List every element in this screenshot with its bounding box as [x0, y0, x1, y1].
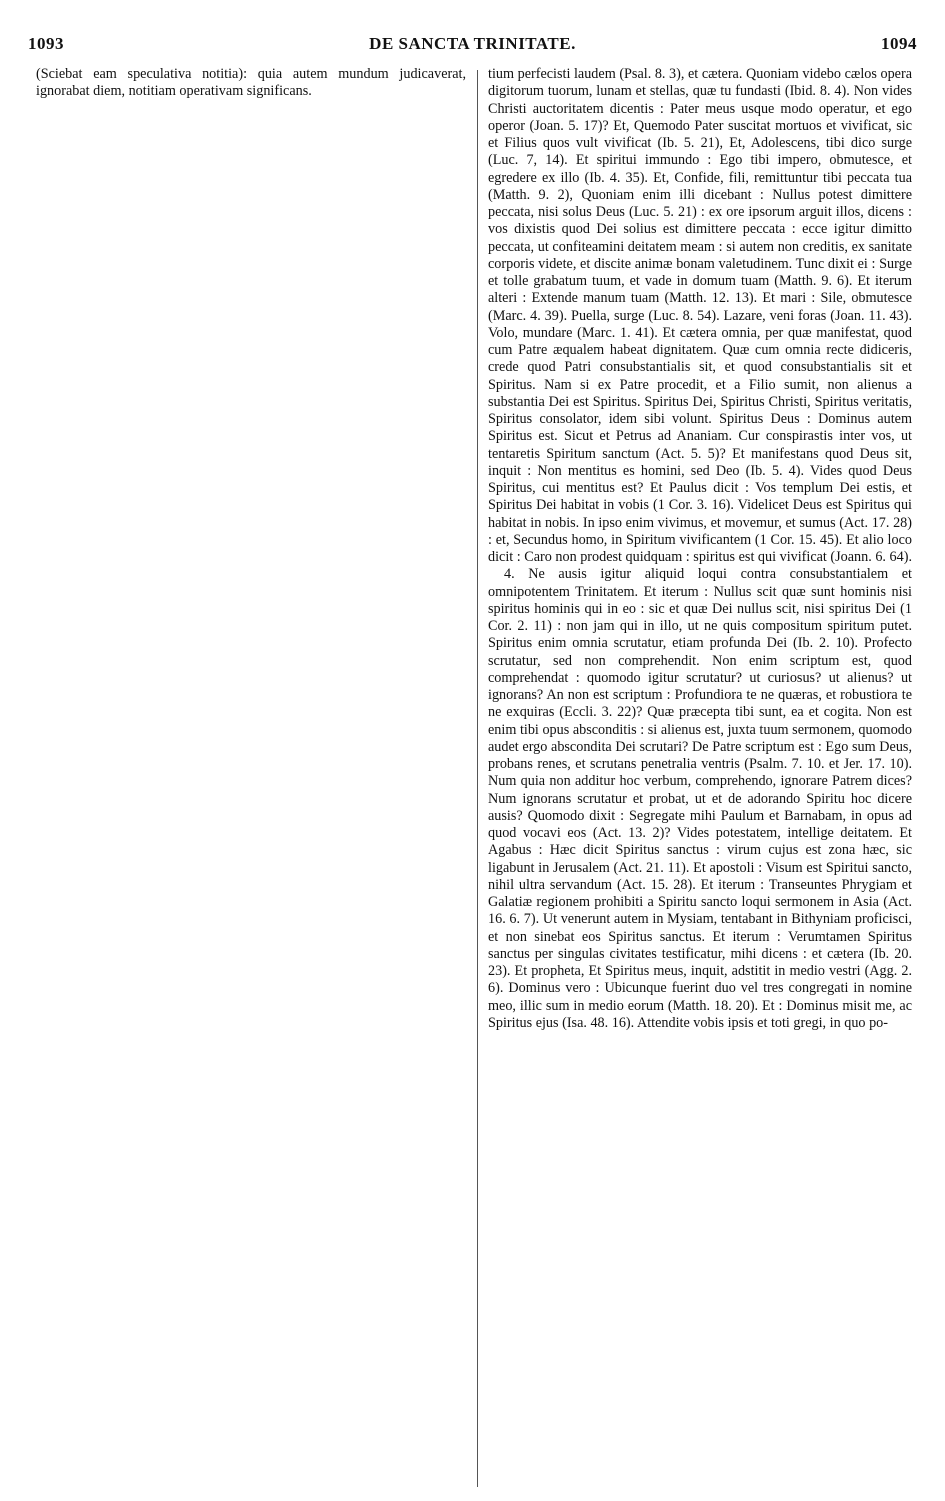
- right-paragraph-2: 4. Ne ausis igitur aliquid loqui contra consubstantialem et omnipotentem Trinitatem. Et iterum : Nullus scit quæ sunt hominis nisi spiritus hominis qui in eo : sic et quæ Dei nullus scit, nisi spiritus Dei (1 Cor. 2. 11) : non jam qui in illo, ut ne quis compositum spiritum putet. Spiritus enim omnia scrutatur, etiam profunda Dei (Ib. 2. 10). Profecto scrutatur, sed non comprehendit. Non enim scriptum est, quod comprehendat : quomodo igitur scrutatur? ut curiosus? ut alienus? ut ignorans? An non est scriptum : Profundiora te ne quæras, et robustiora te ne exquiras (Eccli. 3. 22)? Quæ præcepta tibi sunt, ea et cogita. Non est enim tibi opus absconditis : si alienus est, juxta tuum sermonem, quomodo audet ergo abscondita Dei scrutari? De Patre scriptum est : Ego sum Deus, probans renes, et scrutans penetralia ventris (Psalm. 7. 10. et Jer. 17. 10). Num quia non additur hoc verbum, comprehendo, ignorare Patrem dices? Num ignorans scrutatur et probat, ut et de adorando Spiritu hoc dicere ausis? Quomodo dixit : Segregate mihi Paulum et Barnabam, in opus ad quod vocavi eos (Act. 13. 2)? Vides potestatem, intellige deitatem. Et Agabus : Hæc dicit Spiritus sanctus : virum cujus est zona hæc, sic ligabunt in Jerusalem (Act. 21. 11). Et apostoli : Visum est Spiritui sancto, nihil ultra servandum (Act. 15. 28). Et iterum : Transeuntes Phrygiam et Galatiæ regionem prohibiti a Spiritu sancto loqui sermonem in Asia (Act. 16. 6. 7). Ut venerunt autem in Mysiam, tentabant in Bithyniam proficisci, et non sinebat eos Spiritus sanctus. Et iterum : Verumtamen Spiritus sanctus per singulas civitates testificatur, mihi dicens : et cætera (Ib. 20. 23). Et propheta, Et Spiritus meus, inquit, adstitit in medio vestri (Agg. 2. 6). Dominus vero : Ubicunque fuerint duo vel tres congregati in nomine meo, illic sum in medio eorum (Matth. 18. 20). Et : Dominus misit me, ac Spiritus ejus (Isa. 48. 16). Attendite vobis ipsis et toti gregi, in quo po-: [488, 566, 912, 1031]
- right-paragraph-1: tium perfecisti laudem (Psal. 8. 3), et cætera. Quoniam videbo cælos opera digitorum tuorum, lunam et stellas, quæ tu fundasti (Ibid. 8. 4). Non vides Christi auctoritatem dicentis : Pater meus usque modo operatur, et ego operor (Joan. 5. 17)? Et, Quemodo Pater suscitat mortuos et vivificat, sic et Filius quos vult vivificat (Ib. 5. 21), Et, Adolescens, tibi dico surge (Luc. 7, 14). Et spiritui immundo : Ego tibi impero, obmutesce, et egredere ex illo (Ib. 4. 35). Et, Confide, fili, remittuntur tibi peccata tua (Matth. 9. 2), Quoniam enim illi dicebant : Nullus potest dimittere peccata, nisi solus Deus (Luc. 5. 21) : ex ore ipsorum arguit illos, dicens : vos dixistis quod Dei solius est dimittere peccata : ecce igitur dimitto peccata, ut confiteamini deitatem meam : si autem non creditis, ex sanitate corporis videte, et discite animæ bonam valetudinem. Tunc dixit ei : Surge et tolle grabatum tuum, et vade in domum tuam (Matth. 9. 6). Et iterum alteri : Extende manum tuam (Matth. 12. 13). Et mari : Sile, obmutesce (Marc. 4. 39). Puella, surge (Luc. 8. 54). Lazare, veni foras (Joan. 11. 43). Volo, mundare (Marc. 1. 41). Et cætera omnia, per quæ manifestat, quod cum Patre æqualem habeat dignitatem. Quæ cum omnia recte didiceris, crede quod Patri consubstantialis sit, et quod consubstantialis sit et Spiritus. Nam si ex Patre procedit, et a Filio sumit, non alienus a substantia Dei est Spiritus. Spiritus Dei, Spiritus Christi, Spiritus veritatis, Spiritus consolator, idem sibi volunt. Spiritus Deus : Dominus autem Spiritus est. Sicut et Petrus ad Ananiam. Cur conspirastis inter vos, ut tentaretis Spiritum sanctum (Act. 5. 5)? Et manifestans quod Deus sit, inquit : Non mentitus es homini, sed Deo (Ib. 5. 4). Vides quod Deus Spiritus, cui mentitus est? Et Paulus dicit : Vos templum Dei estis, et Spiritus Dei habitat in vobis (1 Cor. 3. 16). Videlicet Deus est Spiritus qui habitat in nobis. In ipso enim vivimus, et movemur, et sumus (Act. 17. 28) : et, Secundus homo, in Spiritum vivificantem (1 Cor. 15. 45). Et alio loco dicit : Caro non prodest quidquam : spiritus est qui vivificat (Joann. 6. 64).: [488, 66, 912, 565]
- right-column: [488, 66, 912, 1489]
- left-column: [36, 66, 466, 1489]
- running-title: DE SANCTA TRINITATE.: [369, 34, 576, 53]
- left-paragraph-1: (Sciebat eam speculativa notitia): quia autem mundum judicaverat, ignorabat diem, notitiam operativam significans.: [36, 66, 466, 100]
- page-number-right: 1094: [881, 34, 917, 53]
- running-header: [28, 34, 917, 62]
- page-number-left: 1093: [28, 34, 64, 53]
- column-divider: [477, 70, 478, 1487]
